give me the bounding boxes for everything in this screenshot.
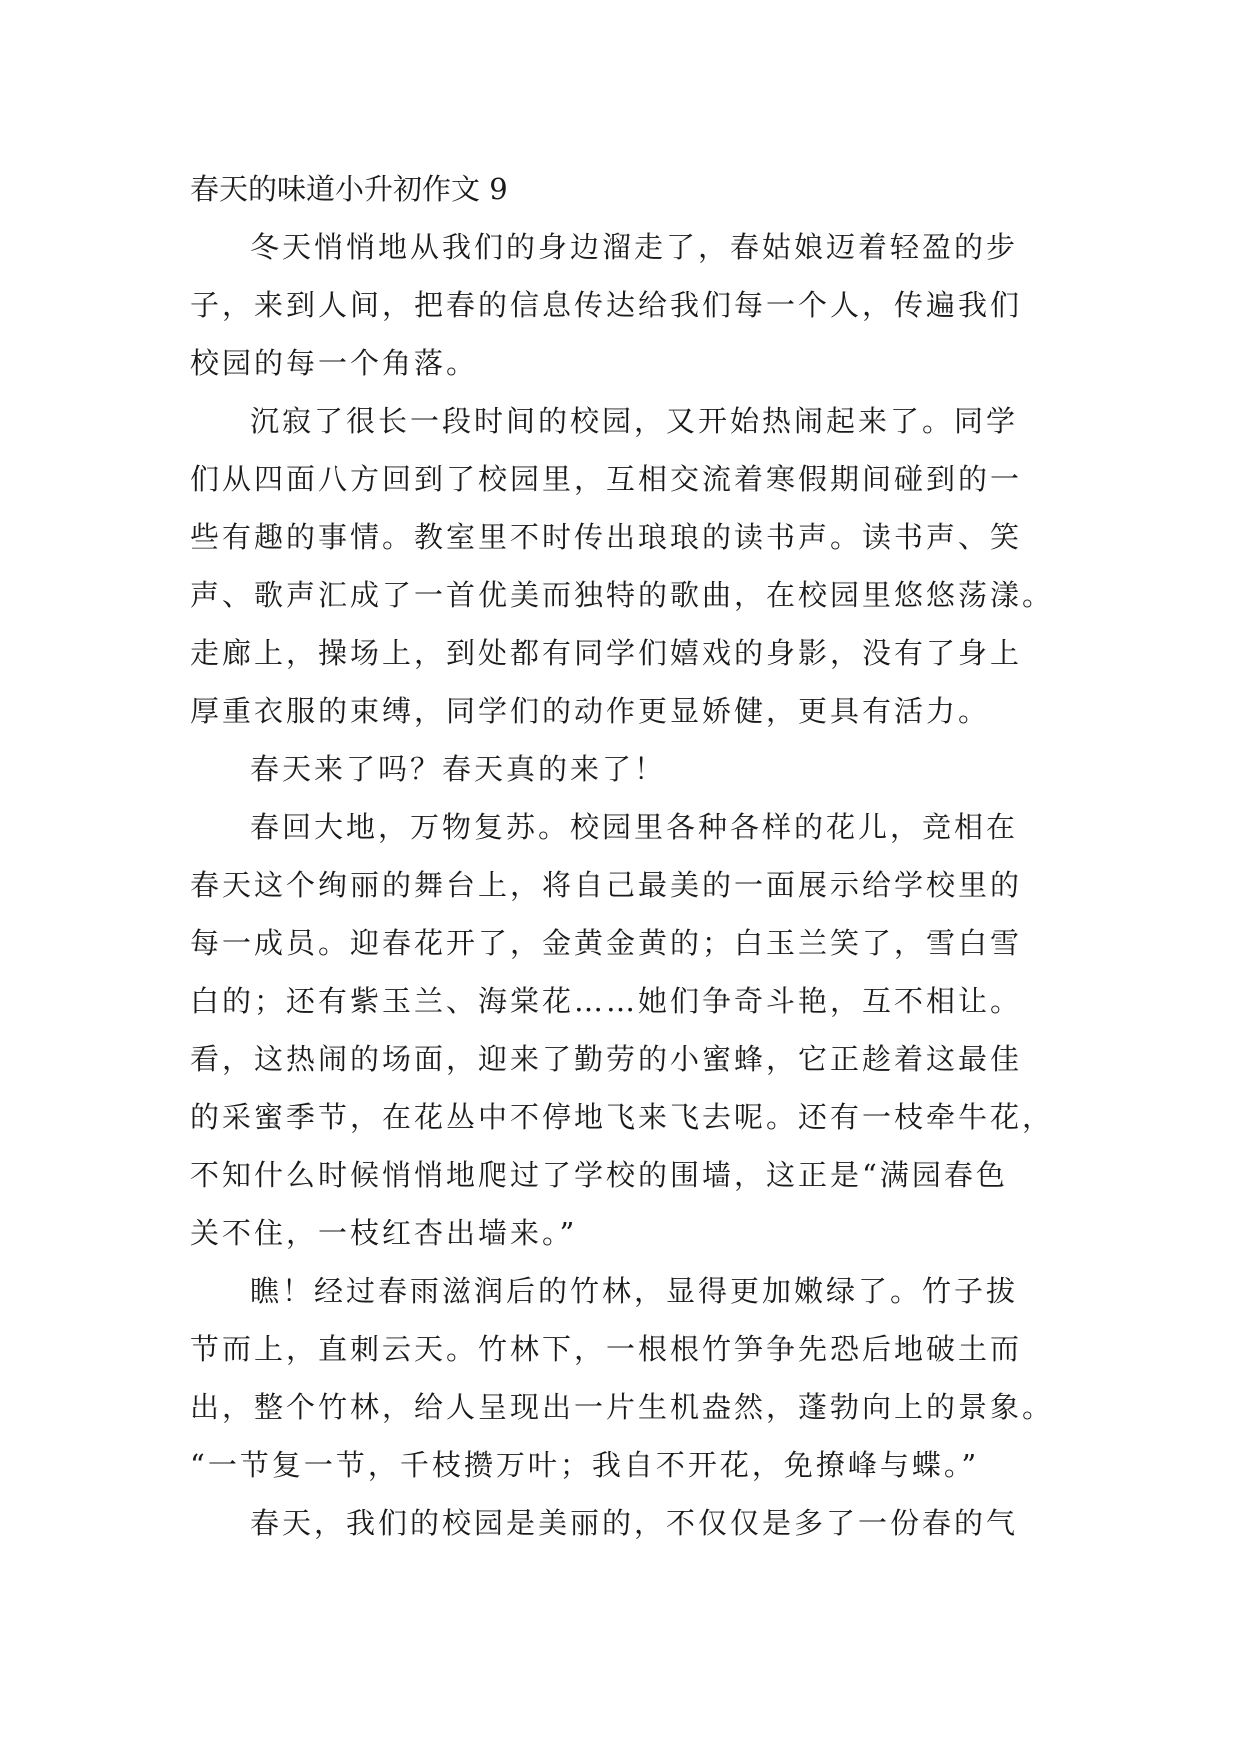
document-body: [190, 160, 1062, 1552]
text-line: 校园的每一个角落。: [190, 346, 479, 380]
text-line: 春回大地，万物复苏。校园里各种各样的花儿，竞相在: [250, 810, 1019, 844]
text-line: 沉寂了很长一段时间的校园，又开始热闹起来了。同学: [250, 404, 1019, 438]
text-line: 春天来了吗？春天真的来了！: [250, 752, 667, 786]
text-line: 瞧！经过春雨滋润后的竹林，显得更加嫩绿了。竹子拔: [250, 1274, 1019, 1308]
text-line: 些有趣的事情。教室里不时传出琅琅的读书声。读书声、笑: [190, 520, 1023, 554]
text-line: 白的；还有紫玉兰、海棠花……她们争奇斗艳，互不相让。: [190, 984, 1023, 1018]
paragraph-2: [190, 392, 1062, 740]
paragraph-1: [190, 218, 1062, 392]
text-line: 每一成员。迎春花开了，金黄金黄的；白玉兰笑了，雪白雪: [190, 926, 1023, 960]
text-line: 出，整个竹林，给人呈现出一片生机盎然，蓬勃向上的景象。: [190, 1390, 1055, 1424]
text-line: 春天，我们的校园是美丽的，不仅仅是多了一份春的气: [250, 1506, 1019, 1540]
text-line: 关不住，一枝红杏出墙来。”: [190, 1216, 578, 1250]
text-line: 看，这热闹的场面，迎来了勤劳的小蜜蜂，它正趁着这最佳: [190, 1042, 1023, 1076]
paragraph-6: [190, 1494, 1062, 1552]
text-line: 走廊上，操场上，到处都有同学们嬉戏的身影，没有了身上: [190, 636, 1023, 670]
text-line: “一节复一节，千枝攒万叶；我自不开花，免撩峰与蝶。”: [190, 1448, 980, 1482]
paragraph-4: [190, 798, 1062, 1262]
text-line: 声、歌声汇成了一首优美而独特的歌曲，在校园里悠悠荡漾。: [190, 578, 1055, 612]
text-line: 的采蜜季节，在花丛中不停地飞来飞去呢。还有一枝牵牛花，: [190, 1100, 1055, 1134]
text-line: 子，来到人间，把春的信息传达给我们每一个人，传遍我们: [190, 288, 1023, 322]
text-line: 们从四面八方回到了校园里，互相交流着寒假期间碰到的一: [190, 462, 1023, 496]
text-line: 节而上，直刺云天。竹林下，一根根竹笋争先恐后地破土而: [190, 1332, 1023, 1366]
text-line: 厚重衣服的束缚，同学们的动作更显娇健，更具有活力。: [190, 694, 991, 728]
text-line: 不知什么时候悄悄地爬过了学校的围墙，这正是“满园春色: [190, 1158, 1008, 1192]
document-title: 春天的味道小升初作文 9: [190, 172, 508, 206]
paragraph-5: [190, 1262, 1062, 1494]
text-line: 冬天悄悄地从我们的身边溜走了，春姑娘迈着轻盈的步: [250, 230, 1019, 264]
paragraph-3: [190, 740, 1062, 798]
text-line: 春天这个绚丽的舞台上，将自己最美的一面展示给学校里的: [190, 868, 1023, 902]
